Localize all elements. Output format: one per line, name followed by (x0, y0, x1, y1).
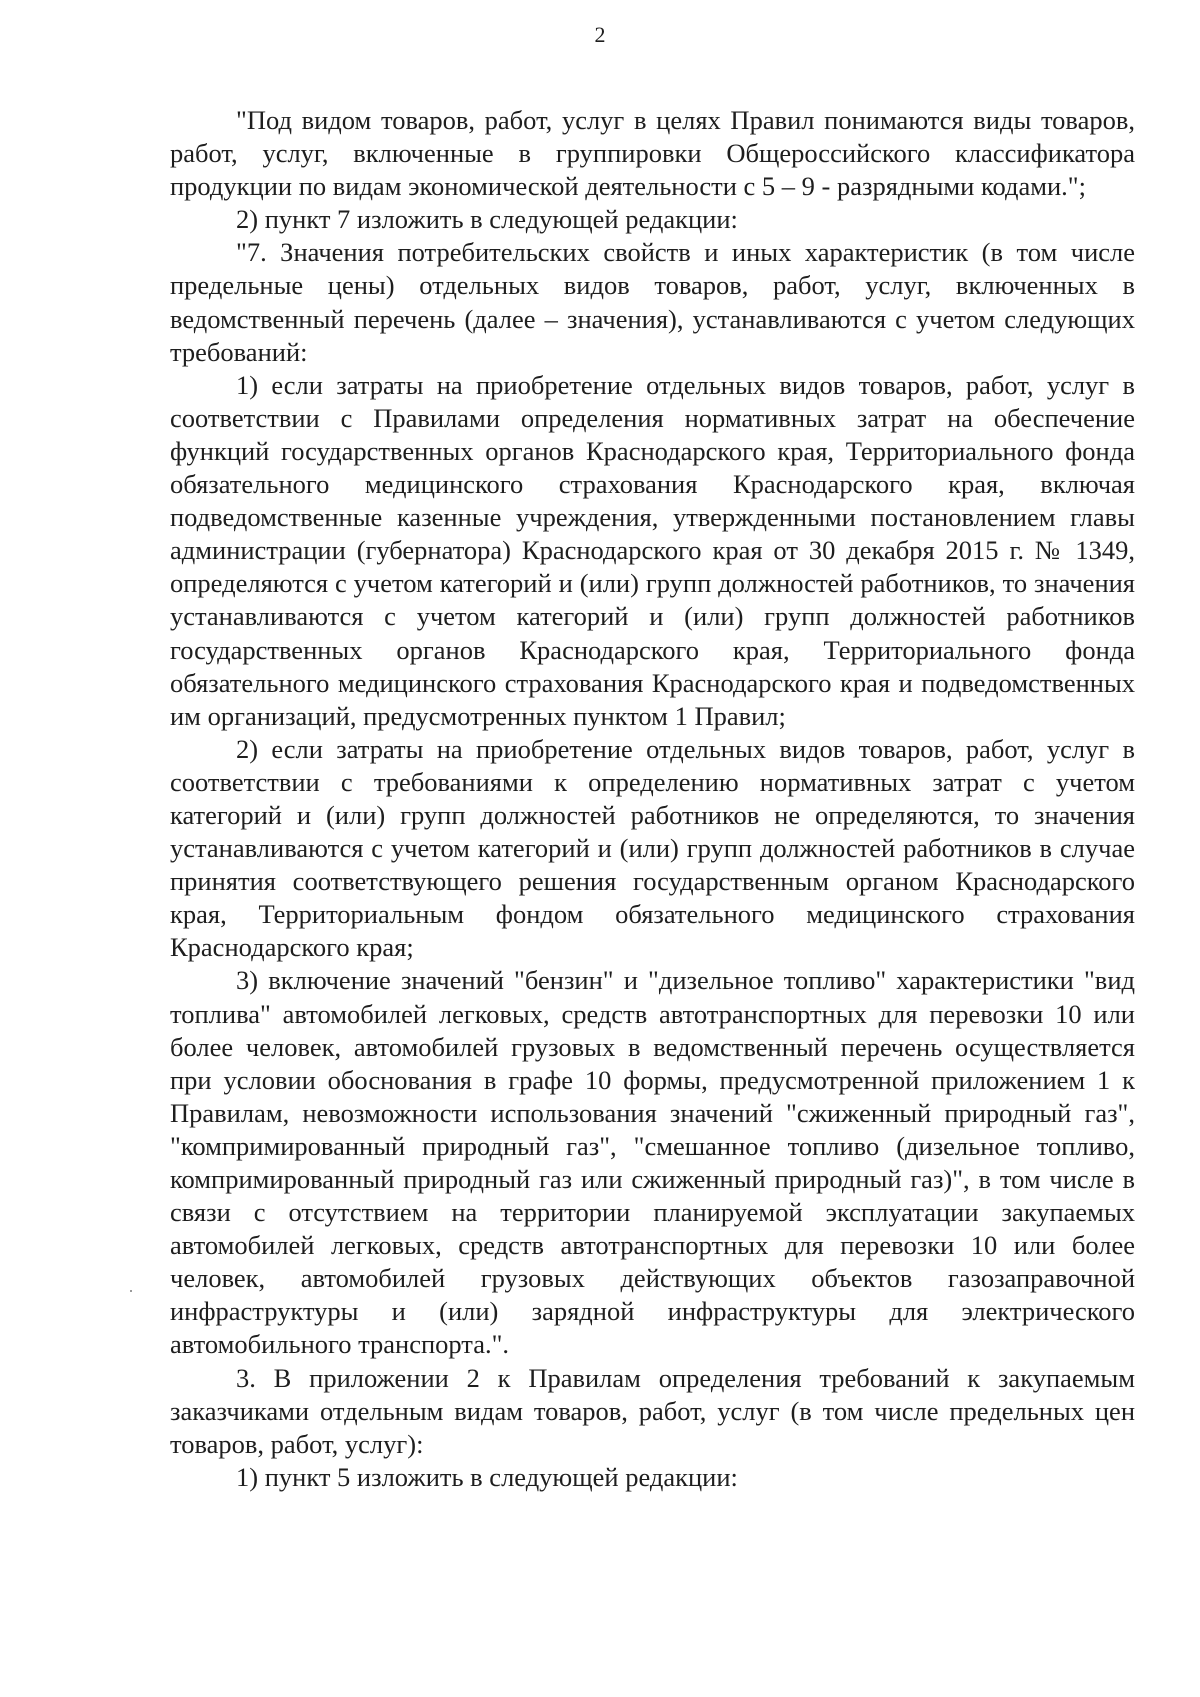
scan-speck (130, 1290, 132, 1292)
paragraph-item-7-intro: 2) пункт 7 изложить в следующей редакции: (236, 204, 738, 235)
paragraph-requirement-1: 1) если затраты на приобретение отдельных видов товаров, работ, услуг в соответствии с Правилами определения нормативных затрат на обеспечение функций государственных органов Краснодарского края, Территориального фонда обязательного медицинского страхования Краснодарского края, включая подведомственные казенные учреждения, утвержденными постановлением главы администрации (губернатора) Краснодарского края от 30 декабря 2015 г. № 1349, определяются с учетом категорий и (или) групп должностей работников, то значения устанавливаются с учетом категорий и (или) групп должностей работников государственных органов Краснодарского края, Территориального фонда обязательного медицинского страхования Краснодарского края и подведомственных им организаций, предусмотренных пунктом 1 Правил; (170, 369, 1135, 731)
page-number: 2 (594, 22, 606, 47)
paragraph-requirement-3: 3) включение значений "бензин" и "дизельное топливо" характеристики "вид топлива" автомобилей легковых, средств автотранспортных для перевозки 10 или более человек, автомобилей грузовых в ведомственный перечень осуществляется при условии обоснования в графе 10 формы, предусмотренной приложением 1 к Правилам, невозможности использования значений "сжиженный природный газ", "компримированный природный газ", "смешанное топливо (дизельное топливо, компримированный природный газ или сжиженный природный газ)", в том числе в связи с отсутствием на территории планируемой эксплуатации закупаемых автомобилей легковых, средств автотранспортных для перевозки 10 или более человек, автомобилей грузовых действующих объектов газозаправочной инфраструктуры и (или) зарядной инфраструктуры для электрического автомобильного транспорта.". (170, 965, 1135, 1360)
paragraph-section-3: 3. В приложении 2 к Правилам определения требований к закупаемым заказчиками отдельным видам товаров, работ, услуг (в том числе предельных цен товаров, работ, услуг): (170, 1362, 1135, 1459)
paragraph-requirement-2: 2) если затраты на приобретение отдельных видов товаров, работ, услуг в соответствии с требованиями к определению нормативных затрат с учетом категорий и (или) групп должностей работников не определяются, то значения устанавливаются с учетом категорий и (или) групп должностей работников в случае принятия соответствующего решения государственным органом Краснодарского края, Территориальным фондом обязательного медицинского страхования Краснодарского края; (170, 733, 1135, 963)
paragraph-definition-goods: "Под видом товаров, работ, услуг в целях Правил понимаются виды товаров, работ, услуг, включенные в группировки Общероссийского классификатора продукции по видам экономической деятельности с 5 – 9 - разрядными кодами."; (170, 105, 1135, 202)
document-body (170, 104, 1135, 1494)
paragraph-item-5-intro: 1) пункт 5 изложить в следующей редакции: (236, 1461, 738, 1492)
paragraph-item-7-text: "7. Значения потребительских свойств и иных характеристик (в том числе предельные цены) отдельных видов товаров, работ, услуг, включенных в ведомственный перечень (далее – значения), устанавливаются с учетом следующих требований: (170, 237, 1135, 367)
